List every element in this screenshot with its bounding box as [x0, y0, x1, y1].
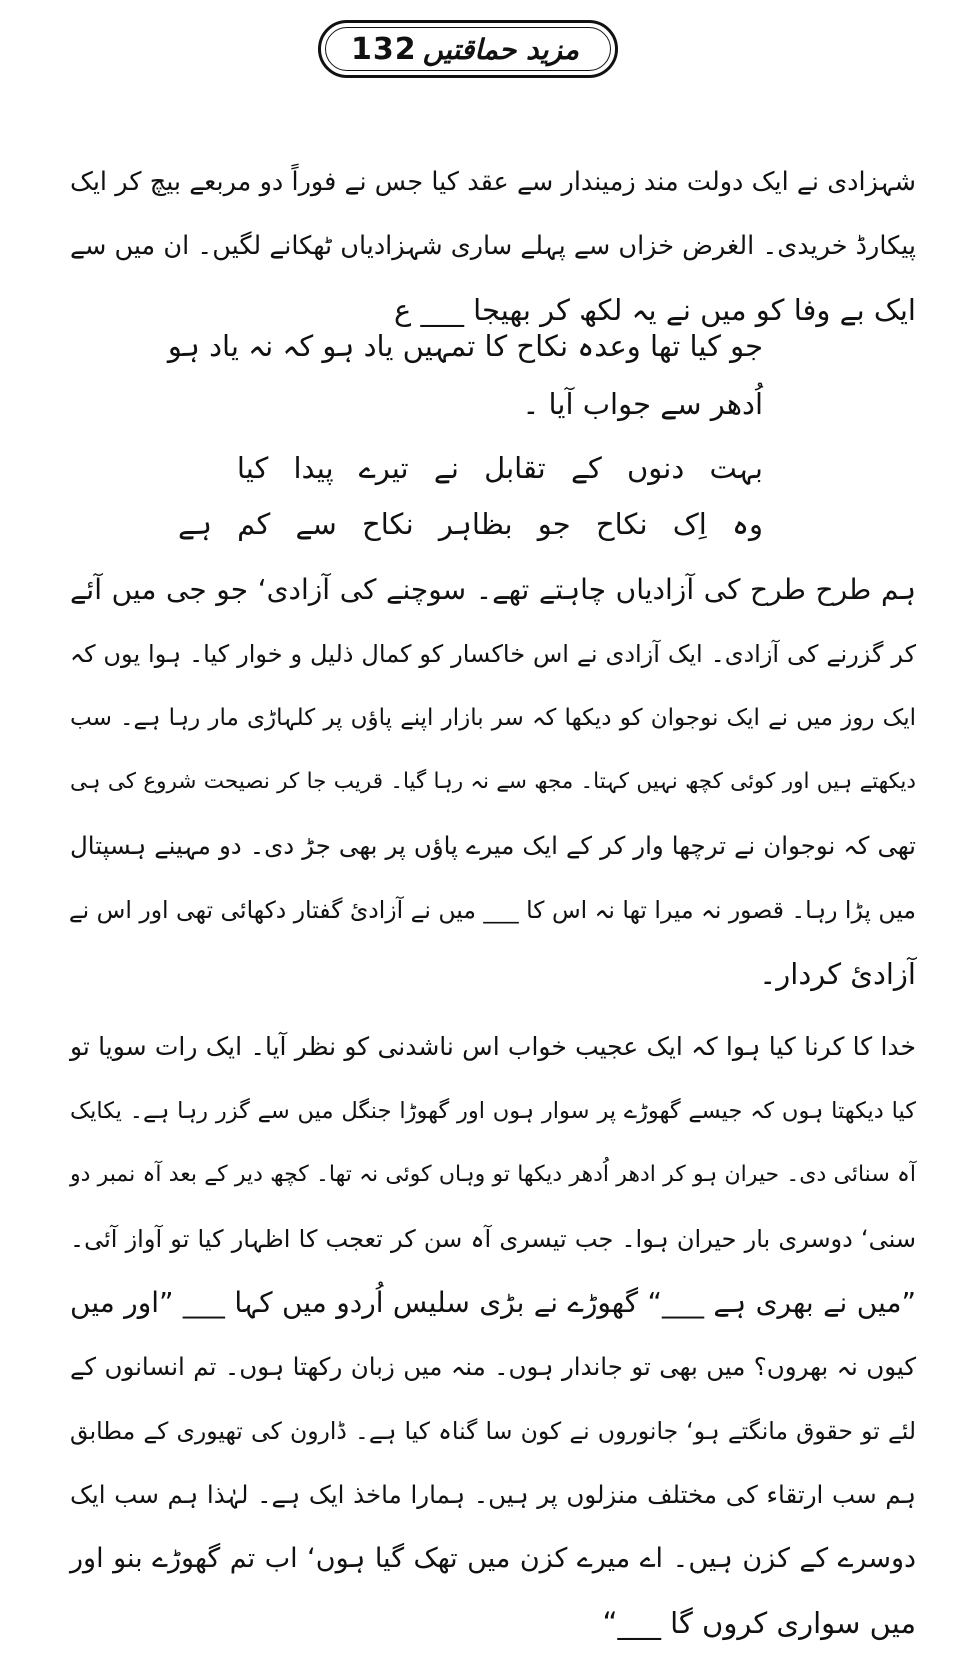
paragraph-line: دیکھتے ہیں اور کوئی کچھ نہیں کہتا۔ مجھ سے نہ رہا گیا۔ قریب جا کر نصیحت شروع کی ہی — [70, 769, 916, 794]
paragraph-section-1 — [70, 150, 916, 342]
paragraph-line: تھی کہ نوجوان نے ترچھا وار کر کے ایک میرے پاؤں پر بھی جڑ دی۔ دو مہینے ہسپتال — [70, 831, 916, 860]
verse-couplet-2 — [178, 440, 763, 552]
paragraph-line: ایک بے وفا کو میں نے یہ لکھ کر بھیجا ___ ع — [393, 293, 916, 327]
paragraph-section-3 — [70, 1015, 916, 1655]
verse-line: جو کیا تھا وعدہ نکاح کا تمہیں یاد ہو کہ نہ یاد ہو — [167, 329, 763, 363]
paragraph-line: سنی‘ دوسری بار حیران ہوا۔ جب تیسری آہ سن کر تعجب کا اظہار کیا تو آواز آئی۔ — [70, 1225, 916, 1253]
paragraph-section-2 — [70, 558, 916, 1006]
reply-intro-text: اُدھر سے جواب آیا ۔ — [522, 387, 763, 421]
paragraph-line: کر گزرنے کی آزادی۔ ایک آزادی نے اس خاکسار کو کمال ذلیل و خوار کیا۔ ہوا یوں کہ — [70, 640, 916, 668]
paragraph-line: کیوں نہ بھروں؟ میں بھی تو جاندار ہوں۔ منہ میں زبان رکھتا ہوں۔ تم انسانوں کے — [70, 1352, 916, 1381]
paragraph-line: آزادیٔ کردار۔ — [759, 957, 916, 991]
page-header-frame — [318, 20, 618, 78]
paragraph-line: میں سواری کروں گا ___“ — [602, 1606, 916, 1640]
paragraph-line: ہم سب ارتقاء کی مختلف منزلوں پر ہیں۔ ہمارا ماخذ ایک ہے۔ لہٰذا ہم سب ایک — [70, 1480, 916, 1509]
verse-line: وہ اِک نکاح جو بظاہر نکاح سے کم ہے — [177, 507, 763, 541]
paragraph-line: کیا دیکھتا ہوں کہ جیسے گھوڑے پر سوار ہوں اور گھوڑا جنگل میں سے گزر رہا ہے۔ یکایک — [70, 1098, 916, 1124]
paragraph-line: آہ سنائی دی۔ حیران ہو کر ادھر اُدھر دیکھا تو وہاں کوئی نہ تھا۔ کچھ دیر کے بعد آہ نمبر دو — [70, 1162, 916, 1187]
book-title: مزید حماقتیں — [422, 32, 579, 66]
reply-intro — [522, 376, 763, 432]
paragraph-line: میں پڑا رہا۔ قصور نہ میرا تھا نہ اس کا ___ میں نے آزادیٔ گفتار دکھائی تھی اور اس نے — [68, 896, 916, 924]
page-number: 132 — [351, 31, 417, 67]
paragraph-line: ”میں نے بھری ہے ___“ گھوڑے نے بڑی سلیس اُردو میں کہا ___ ”اور میں — [70, 1286, 916, 1319]
paragraph-line: پیکارڈ خریدی۔ الغرض خزاں سے پہلے ساری شہزادیاں ٹھکانے لگیں۔ ان میں سے — [70, 231, 916, 261]
paragraph-line: ہم طرح طرح کی آزادیاں چاہتے تھے۔ سوچنے کی آزادی‘ جو جی میں آئے — [70, 573, 916, 606]
paragraph-line: دوسرے کے کزن ہیں۔ اے میرے کزن میں تھک گیا ہوں‘ اب تم گھوڑے بنو اور — [70, 1543, 916, 1574]
paragraph-line: ایک روز میں نے ایک نوجوان کو دیکھا کہ سر بازار اپنے پاؤں پر کلہاڑی مار رہا ہے۔ سب — [70, 705, 916, 731]
paragraph-line: لئے تو حقوق مانگتے ہو‘ جانوروں نے کون سا گناہ کیا ہے۔ ڈارون کی تھیوری کے مطابق — [70, 1417, 916, 1445]
verse-couplet-1 — [168, 318, 763, 374]
paragraph-line: شہزادی نے ایک دولت مند زمیندار سے عقد کیا جس نے فوراً دو مربعے بیچ کر ایک — [70, 167, 916, 197]
paragraph-line: خدا کا کرنا کیا ہوا کہ ایک عجیب خواب اس ناشدنی کو نظر آیا۔ ایک رات سویا تو — [70, 1032, 916, 1061]
verse-line: بہت دنوں کے تقابل نے تیرے پیدا کیا — [236, 451, 763, 485]
